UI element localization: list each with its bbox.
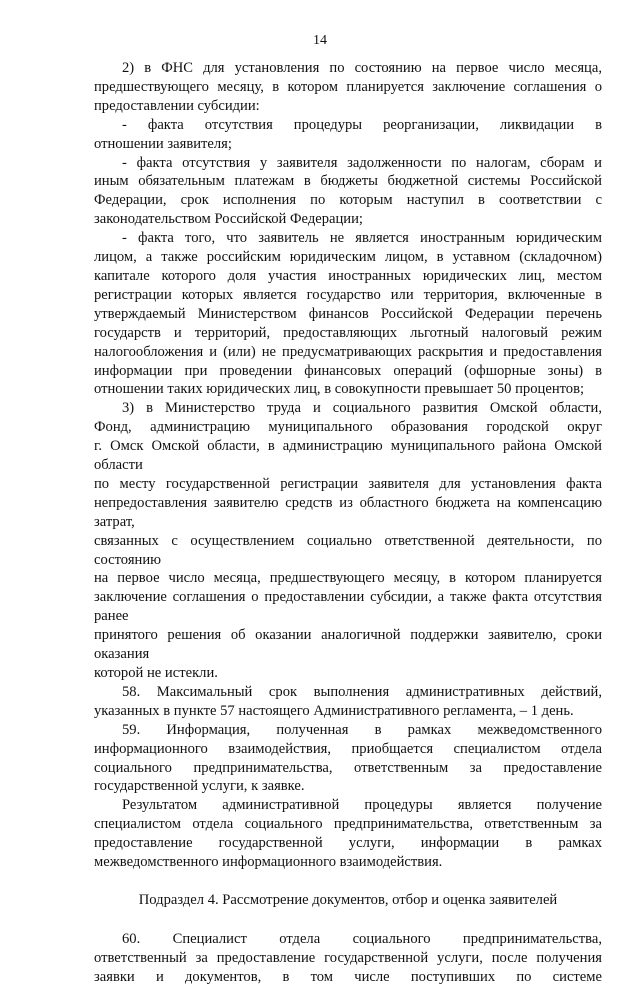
text-line: 59. Информация, полученная в рамках межведомственного [122, 721, 602, 738]
text-line: 2) в ФНС для установления по состоянию на первое число месяца, [122, 60, 602, 76]
text-line: - факта отсутствия процедуры реорганизации, ликвидации в [122, 116, 602, 133]
text-line: утверждаемый Министерством финансов Российской Федерации перечень [94, 305, 602, 322]
document-body [94, 59, 602, 987]
text-line: ответственный за предоставление государственной услуги, после получения [94, 949, 602, 966]
paragraph-58 [94, 683, 602, 721]
text-line: которой не истекли. [94, 665, 218, 681]
text-line: указанных в пункте 57 настоящего Административного регламента, – 1 день. [94, 702, 574, 719]
text-line: иным обязательным платежам в бюджеты бюджетной системы Российской [94, 173, 602, 190]
text-line: по месту государственной регистрации заявителя для установления факта [94, 475, 602, 492]
text-line: г. Омск Омской области, в администрацию муниципального района Омской области [94, 438, 602, 474]
text-line: предоставление государственной услуги, информации в рамках [94, 835, 602, 852]
text-line: отношении таких юридических лиц, в совокупности превышает 50 процентов; [94, 381, 585, 398]
text-line: социального предпринимательства, ответственным за предоставление [94, 759, 602, 776]
paragraph-3-ministry [94, 399, 602, 683]
text-line: 60. Специалист отдела социального предпринимательства, [122, 930, 602, 947]
text-line: 3) в Министерство труда и социального развития Омской области, [122, 400, 602, 417]
text-line: Результатом административной процедуры является получение [122, 797, 602, 814]
page-number: 14 [313, 33, 327, 48]
paragraph-60 [94, 930, 602, 987]
text-line: принятого решения об оказании аналогичной поддержки заявителю, сроки оказания [94, 627, 602, 663]
text-line: заключение соглашения о предоставлении субсидии, а также факта отсутствия ранее [94, 589, 602, 625]
text-line: регистрации которых является государство или территория, включенные в [94, 286, 602, 303]
text-line: государств и территорий, предоставляющих льготный налоговый режим [94, 324, 602, 341]
text-line: специалистом отдела социального предпринимательства, ответственным за [94, 816, 602, 833]
text-line: связанных с осуществлением социально ответственной деятельности, по состоянию [94, 532, 602, 568]
text-line: отношении заявителя; [94, 135, 232, 152]
text-line: - факта того, что заявитель не является иностранным юридическим [122, 230, 602, 247]
text-line: информационного взаимодействия, приобщается специалистом отдела [94, 740, 602, 757]
text-line: лицом, а также российским юридическим лицом, в уставном (складочном) [94, 249, 602, 266]
subsection-heading: Подраздел 4. Рассмотрение документов, отбор и оценка заявителей [138, 891, 558, 908]
text-line: межведомственного информационного взаимодействия. [94, 854, 443, 871]
text-line: предоставлении субсидии: [94, 97, 260, 114]
text-line: налогообложения и (или) не предусматривающих раскрытия и предоставления [94, 343, 602, 360]
text-line: государственной услуги, к заявке. [94, 778, 305, 795]
text-line: - факта отсутствия у заявителя задолженности по налогам, сборам и [122, 154, 602, 171]
paragraph-59 [94, 721, 602, 797]
text-line: непредоставления заявителю средств из областного бюджета на компенсацию затрат, [94, 494, 602, 530]
text-line: законодательством Российской Федерации; [94, 211, 363, 228]
paragraph-2-fns [94, 59, 602, 399]
text-line: Фонд, администрацию муниципального образования городской округ [94, 419, 602, 436]
text-line: заявки и документов, в том числе поступивших по системе [94, 968, 602, 985]
text-line: на первое число месяца, предшествующего месяцу, в котором планируется [94, 570, 602, 587]
text-line: 58. Максимальный срок выполнения административных действий, [122, 683, 602, 700]
paragraph-result [94, 796, 602, 872]
text-line: информации при проведении финансовых операций (офшорные зоны) в [94, 362, 602, 379]
text-line: капитале которого доля участия иностранных юридических лиц, местом [94, 267, 602, 284]
text-line: предшествующего месяцу, в котором планируется заключение соглашения о [94, 78, 602, 95]
text-line: Федерации, срок исполнения по которым наступил в соответствии с [94, 192, 602, 209]
